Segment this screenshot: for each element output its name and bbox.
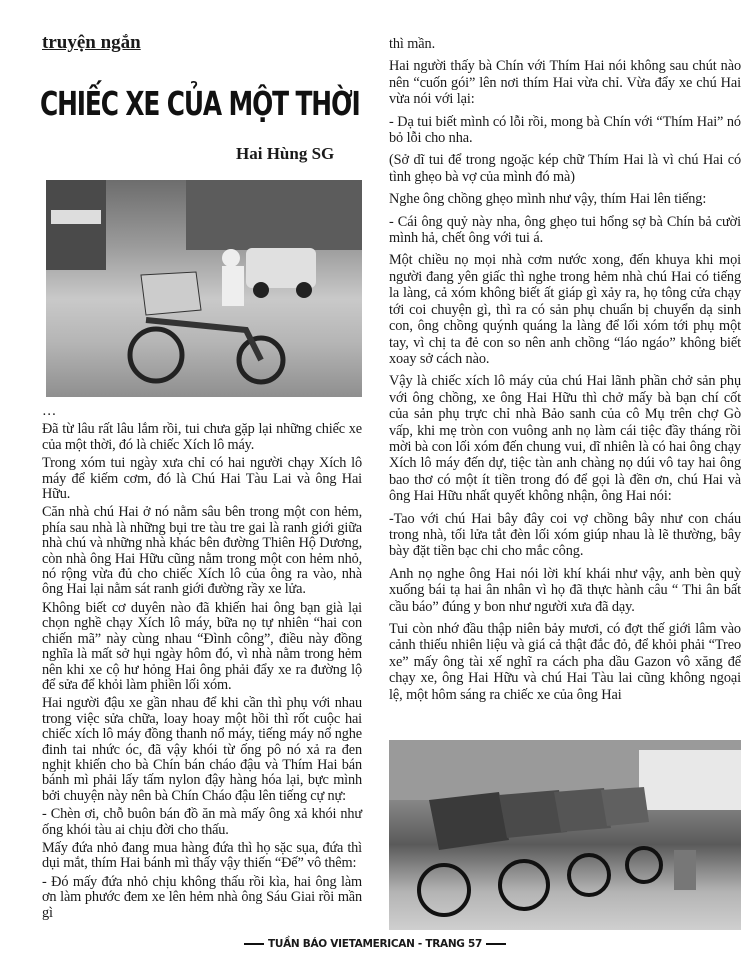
paragraph: Trong xóm tui ngày xưa chỉ có hai người chạy Xích lô máy để kiếm cơm, đó là Chú Hai Tàu Lai và ông Hai Hữu.: [42, 455, 362, 503]
paragraph: Hai người đậu xe gần nhau để khi cần thì phụ với nhau trong việc sửa chữa, loay hoay một hồi thì rốt cuộc hai chiếc xích lô máy đồng thanh nổ máy, tiếng máy nổ nghe đinh tai nhức óc, đã vậy khói từ ống pô nó xả ra đen nghịt khiến cho bà Chín bán cháo đậu và Thím Hai bán bánh mì phải lấy tấm nylon đậy hàng hóa lại, bực mình bởi chuyện này nên bà Chín Cháo đậu lên tiếng cự nự:: [42, 695, 362, 804]
paragraph: Nghe ông chồng ghẹo mình như vậy, thím Hai lên tiếng:: [389, 191, 707, 208]
photo-xich-lo-row: [389, 740, 741, 930]
paragraph: Hai người thấy bà Chín với Thím Hai nói không sau chút nào nên “cuốn gói” lên nơi thím Hai vừa chỉ. Vừa đẩy xe chú Hai vừa nói với lại:: [389, 58, 741, 108]
paragraph: - Cái ông quỷ này nha, ông ghẹo tui hổng sợ bà Chín bả cười mình hả, chết ông với tui á.: [389, 213, 741, 247]
paragraph: - Đó mấy đứa nhỏ chịu không thấu rồi kìa, hai ông làm ơn làm phước đem xe lên hẻm nhà ông Sáu Giai rồi mần gì: [42, 873, 362, 921]
article-title: CHIẾC XE CỦA MỘT THỜI: [40, 84, 360, 123]
paragraph: - Chèn ơi, chỗ buôn bán đồ ăn mà mấy ông xả khói như ống khói tàu ai chịu đời cho thấu.: [42, 806, 362, 838]
paragraph: - Dạ tui biết mình có lỗi rồi, mong bà Chín với “Thím Hai” nó bỏ lỗi cho nha.: [389, 113, 741, 147]
paragraph: Căn nhà chú Hai ở nó nằm sâu bên trong một con hẻm, phía sau nhà là những bụi tre tàu tre gai là ranh giới giữa nhà chú và những nhà khác bên đường Thiên Hộ Dương, còn nhà ông Hai Hữu cũng nằm trong một con hẻm nhỏ, nó rộng vừa đủ cho chiếc Xích lô của ông ra vào, nhà ông Hai lại nằm sát ranh giới đường rầy xe lửa.: [42, 504, 362, 598]
footer-rule-right: [486, 943, 506, 945]
paragraph: Không biết cơ duyên nào đã khiến hai ông bạn già lại chọn nghề chạy Xích lô máy, bữa nọ tự nhiên “hai con chiến mã” này cùng nhau “Đình công”, điều này đồng nghĩa là mất sở hụi ngày hôm đó, vì nhà nằm trong hẻm nên khi xe cộ hư hỏng Hai ông phải đẩy xe ra đường lộ để sửa để khỏi làm phiền lối xóm.: [42, 599, 362, 693]
paragraph: thì mần.: [389, 36, 436, 52]
paragraph: Đã từ lâu rất lâu lắm rồi, tui chưa gặp lại những chiếc xe của một thời, đó là chiếc Xích lô máy.: [42, 421, 362, 453]
paragraph: Anh nọ nghe ông Hai nói lời khí khái như vậy, anh bèn quỳ xuống bái tạ hai ân nhân vì họ đã thực hành câu “ Thi ân bất cầu báo” đúng y bon như người xưa đã dạy.: [389, 565, 741, 615]
right-column-wrapper: [389, 36, 741, 930]
paragraph: Mấy đứa nhỏ đang mua hàng đứa thì họ sặc sụa, đứa thì dụi mắt, thím Hai bánh mì thấy vậy thiến “Đế” vô thêm:: [42, 839, 362, 872]
footer-text: TUẦN BÁO VIETAMERICAN - TRANG 57: [268, 938, 482, 950]
paragraph: (Sở dĩ tui để trong ngoặc kép chữ Thím Hai là vì chú Hai có tình ghẹo bà vợ của mình đó mà): [389, 152, 741, 185]
footer-rule-left: [244, 943, 264, 945]
xich-lo-photo-illustration: [46, 180, 362, 397]
paragraph: Vậy là chiếc xích lô máy của chú Hai lãnh phần chở sản phụ với ông chồng, xe ông Hai Hữu thì chở mấy bà bạn chí cốt của sản phụ trực chỉ nhà Bảo sanh của cô Mụ trên chợ Gò vấp, khi mẹ tròn con vuông anh nọ làm cái tiệc đầy tháng rồi mời bà con lối xóm đến chung vui, dĩ nhiên là có hai ông chạy Xích lô máy đến dự, tiệc tàn anh chàng nọ dúi vô tay hai ông bao thơ có một ít tiền trong đó để gọi là đền ơn, chú Hai và ông Hai Hữu nhất quyết không nhận, ông Hai nói:: [389, 373, 741, 505]
paragraph: …: [42, 403, 57, 419]
article-column-right: [389, 36, 741, 709]
article-author: Hai Hùng SG: [236, 144, 335, 163]
page-footer: [0, 938, 750, 950]
photo-xich-lo-street: [46, 180, 362, 397]
article-title-box: [40, 84, 362, 126]
paragraph: Tui còn nhớ đầu thập niên bảy mươi, có đợt thế giới lâm vào cảnh thiếu nhiên liệu và giá cả thật đắc đỏ, để khỏi phải “Treo xe” mấy ông tài xế nghĩ ra cách pha dầu Gazon vô xăng để chạy xe, ông Hai Hữu và chú Hai Tàu lai cũng không ngoại lệ, một hôm sáng ra chiếc xe của ông Hai: [389, 621, 741, 703]
xich-lo-row-illustration: [389, 740, 741, 930]
paragraph: -Tao với chú Hai bây đây coi vợ chồng bây như con cháu trong nhà, tối lửa tắt đèn lối xóm giúp nhau là lẽ thường, bây bày đặt tiền bạc chi cho mắc công.: [389, 510, 741, 560]
article-column-left: [42, 404, 362, 924]
paragraph: Một chiều nọ mọi nhà cơm nước xong, đến khuya khi mọi người đang yên giấc thì nghe trong hẻm nhà chú Hai có tiếng la làng, cả xóm không biết ất giáp gì xảy ra, họ tông cửa chạy tới coi chuyện gì, thì ra có sản phụ chuẩn bị chuyển dạ sinh con, ông chồng quýnh quáng la làng để lối xóm tới phụ một tay, vì chị ta đẻ con so nên anh chồng “láo ngáo” không biết xoay sở cách nào.: [389, 252, 741, 367]
section-kicker: truyện ngắn: [42, 32, 141, 53]
